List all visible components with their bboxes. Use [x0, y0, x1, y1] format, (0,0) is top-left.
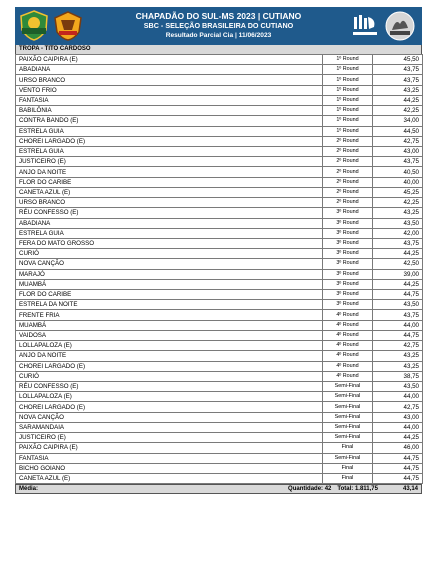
table-row [16, 433, 423, 443]
animal-name: SARAMANDAIA [16, 422, 323, 432]
quantity-value: Quantidade: 42 [288, 486, 332, 493]
round-label: 3º Round [323, 269, 373, 279]
table-row [16, 361, 423, 371]
round-label: 4º Round [323, 361, 373, 371]
round-label: 3º Round [323, 259, 373, 269]
round-label: 3º Round [323, 218, 373, 228]
average-value: 43,14 [402, 486, 418, 493]
round-label: 4º Round [323, 310, 373, 320]
score-value: 43,25 [373, 361, 423, 371]
score-value: 42,25 [373, 198, 423, 208]
animal-name: MUAMBÁ [16, 320, 323, 330]
score-value: 43,50 [373, 300, 423, 310]
round-label: Final [323, 463, 373, 473]
animal-name: FLOR DO CARIBE [16, 177, 323, 187]
table-row [16, 208, 423, 218]
animal-name: FANTASIA [16, 453, 323, 463]
score-value: 44,75 [373, 463, 423, 473]
report-header [15, 7, 422, 45]
round-label: Semi-Final [323, 392, 373, 402]
animal-name: FANTASIA [16, 95, 323, 105]
score-value: 43,25 [373, 85, 423, 95]
sbc-rodeio-logo-icon [350, 13, 380, 39]
score-value: 42,75 [373, 341, 423, 351]
results-table-body [16, 55, 423, 484]
round-label: 4º Round [323, 351, 373, 361]
table-row [16, 371, 423, 381]
animal-name: NOVA CANÇÃO [16, 412, 323, 422]
round-label: Final [323, 443, 373, 453]
score-value: 44,75 [373, 330, 423, 340]
animal-name: RÉU CONFESSO (E) [16, 382, 323, 392]
table-row [16, 320, 423, 330]
score-value: 43,50 [373, 218, 423, 228]
round-label: 4º Round [323, 320, 373, 330]
animal-name: CANETA AZUL (E) [16, 187, 323, 197]
table-row [16, 382, 423, 392]
table-row [16, 218, 423, 228]
score-value: 46,00 [373, 443, 423, 453]
round-label: Semi-Final [323, 402, 373, 412]
animal-name: ESTRELA GUIA [16, 228, 323, 238]
animal-name: RÉU CONFESSO (E) [16, 208, 323, 218]
round-label: 2º Round [323, 187, 373, 197]
round-label: 4º Round [323, 341, 373, 351]
table-row [16, 473, 423, 483]
table-row [16, 463, 423, 473]
animal-name: CANETA AZUL (E) [16, 473, 323, 483]
animal-name: CHOREI LARGADO (E) [16, 136, 323, 146]
score-value: 43,25 [373, 208, 423, 218]
table-row [16, 259, 423, 269]
score-value: 43,50 [373, 382, 423, 392]
table-row [16, 146, 423, 156]
score-value: 43,75 [373, 157, 423, 167]
score-value: 38,75 [373, 371, 423, 381]
animal-name: VENTO FRIO [16, 85, 323, 95]
round-label: 3º Round [323, 238, 373, 248]
round-label: Final [323, 473, 373, 483]
score-value: 42,00 [373, 228, 423, 238]
animal-name: ESTRELA GUIA [16, 126, 323, 136]
animal-name: FLOR DO CARIBE [16, 290, 323, 300]
round-label: 1º Round [323, 95, 373, 105]
score-value: 43,25 [373, 351, 423, 361]
animal-name: ABADIANA [16, 65, 323, 75]
animal-name: CURIÓ [16, 371, 323, 381]
table-row [16, 167, 423, 177]
animal-name: ESTRELA GUIA [16, 146, 323, 156]
animal-name: BICHO GOIANO [16, 463, 323, 473]
animal-name: MUAMBÁ [16, 279, 323, 289]
table-row [16, 136, 423, 146]
animal-name: ABADIANA [16, 218, 323, 228]
table-row [16, 330, 423, 340]
table-row [16, 351, 423, 361]
score-value: 45,25 [373, 187, 423, 197]
animal-name: CONTRA BANDO (E) [16, 116, 323, 126]
round-label: 3º Round [323, 300, 373, 310]
score-value: 43,75 [373, 310, 423, 320]
round-label: Semi-Final [323, 412, 373, 422]
round-label: 2º Round [323, 177, 373, 187]
round-label: 3º Round [323, 290, 373, 300]
score-value: 43,00 [373, 412, 423, 422]
cutiano-logo-icon [384, 10, 416, 42]
table-row [16, 269, 423, 279]
score-value: 44,25 [373, 249, 423, 259]
report-subtitle: SBC - SELEÇÃO BRASILEIRA DO CUTIANO [143, 21, 294, 30]
score-value: 40,00 [373, 177, 423, 187]
table-row [16, 116, 423, 126]
table-row [16, 177, 423, 187]
animal-name: CHOREI LARGADO (E) [16, 402, 323, 412]
round-label: Semi-Final [323, 433, 373, 443]
score-value: 44,00 [373, 392, 423, 402]
score-value: 42,75 [373, 136, 423, 146]
round-label: 1º Round [323, 65, 373, 75]
round-label: 1º Round [323, 55, 373, 65]
round-label: 4º Round [323, 330, 373, 340]
round-label: Semi-Final [323, 453, 373, 463]
total-value: Total: 1.811,75 [337, 486, 378, 493]
animal-name: FERA DO MATO GROSSO [16, 238, 323, 248]
table-row [16, 279, 423, 289]
cmc-logo-icon [53, 10, 83, 41]
table-row [16, 106, 423, 116]
round-label: 3º Round [323, 208, 373, 218]
table-row [16, 402, 423, 412]
score-value: 34,00 [373, 116, 423, 126]
animal-name: URSO BRANCO [16, 198, 323, 208]
score-value: 44,50 [373, 126, 423, 136]
score-value: 44,75 [373, 290, 423, 300]
round-label: 1º Round [323, 75, 373, 85]
score-value: 42,25 [373, 106, 423, 116]
table-row [16, 238, 423, 248]
round-label: 3º Round [323, 279, 373, 289]
animal-name: JUSTICEIRO (E) [16, 157, 323, 167]
score-value: 43,75 [373, 65, 423, 75]
round-label: 4º Round [323, 371, 373, 381]
score-value: 40,50 [373, 167, 423, 177]
animal-name: MARAJÓ [16, 269, 323, 279]
results-table [15, 54, 423, 484]
animal-name: URSO BRANCO [16, 75, 323, 85]
animal-name: ESTRELA DA NOITE [16, 300, 323, 310]
score-value: 44,25 [373, 279, 423, 289]
summary-footer [15, 484, 422, 494]
round-label: 3º Round [323, 249, 373, 259]
report-date-line: Resultado Parcial Cia | 11/06/2023 [165, 32, 272, 39]
report-title: CHAPADÃO DO SUL-MS 2023 | CUTIANO [135, 11, 302, 21]
animal-name: BABILÔNIA [16, 106, 323, 116]
animal-name: LOLLAPALOZA (E) [16, 341, 323, 351]
table-row [16, 198, 423, 208]
round-label: 2º Round [323, 157, 373, 167]
animal-name: NOVA CANÇÃO [16, 259, 323, 269]
score-value: 42,75 [373, 402, 423, 412]
table-row [16, 310, 423, 320]
score-value: 43,75 [373, 75, 423, 85]
animal-name: PAIXÃO CAIPIRA (E) [16, 443, 323, 453]
round-label: 2º Round [323, 198, 373, 208]
table-row [16, 228, 423, 238]
exposul-logo-icon [19, 10, 49, 41]
round-label: Semi-Final [323, 382, 373, 392]
round-label: 1º Round [323, 85, 373, 95]
table-row [16, 55, 423, 65]
round-label: 2º Round [323, 136, 373, 146]
score-value: 44,00 [373, 320, 423, 330]
average-label: Média: [19, 486, 39, 493]
table-row [16, 187, 423, 197]
round-label: 3º Round [323, 228, 373, 238]
table-row [16, 341, 423, 351]
animal-name: JUSTICEIRO (E) [16, 433, 323, 443]
score-value: 44,00 [373, 422, 423, 432]
round-label: 1º Round [323, 126, 373, 136]
animal-name: LOLLAPALOZA (E) [16, 392, 323, 402]
round-label: 1º Round [323, 106, 373, 116]
table-row [16, 300, 423, 310]
round-label: Semi-Final [323, 422, 373, 432]
animal-name: FRENTE FRIA [16, 310, 323, 320]
animal-name: ANJO DA NOITE [16, 167, 323, 177]
table-row [16, 65, 423, 75]
score-value: 45,50 [373, 55, 423, 65]
table-row [16, 157, 423, 167]
score-value: 42,50 [373, 259, 423, 269]
table-row [16, 75, 423, 85]
score-value: 44,25 [373, 433, 423, 443]
table-row [16, 422, 423, 432]
score-value: 44,25 [373, 95, 423, 105]
animal-name: CURIÓ [16, 249, 323, 259]
table-row [16, 392, 423, 402]
score-value: 39,00 [373, 269, 423, 279]
score-value: 44,75 [373, 453, 423, 463]
score-value: 43,75 [373, 238, 423, 248]
table-row [16, 126, 423, 136]
score-value: 44,75 [373, 473, 423, 483]
round-label: 2º Round [323, 146, 373, 156]
animal-name: ANJO DA NOITE [16, 351, 323, 361]
round-label: 2º Round [323, 167, 373, 177]
round-label: 1º Round [323, 116, 373, 126]
table-row [16, 95, 423, 105]
table-row [16, 412, 423, 422]
report-page [15, 7, 422, 494]
table-row [16, 249, 423, 259]
table-row [16, 443, 423, 453]
table-row [16, 290, 423, 300]
animal-name: VAIDOSA [16, 330, 323, 340]
score-value: 43,00 [373, 146, 423, 156]
table-row [16, 453, 423, 463]
animal-name: PAIXÃO CAIPIRA (E) [16, 55, 323, 65]
table-row [16, 85, 423, 95]
section-label: TROPA - TITO CARDOSO [15, 45, 422, 54]
animal-name: CHOREI LARGADO (E) [16, 361, 323, 371]
